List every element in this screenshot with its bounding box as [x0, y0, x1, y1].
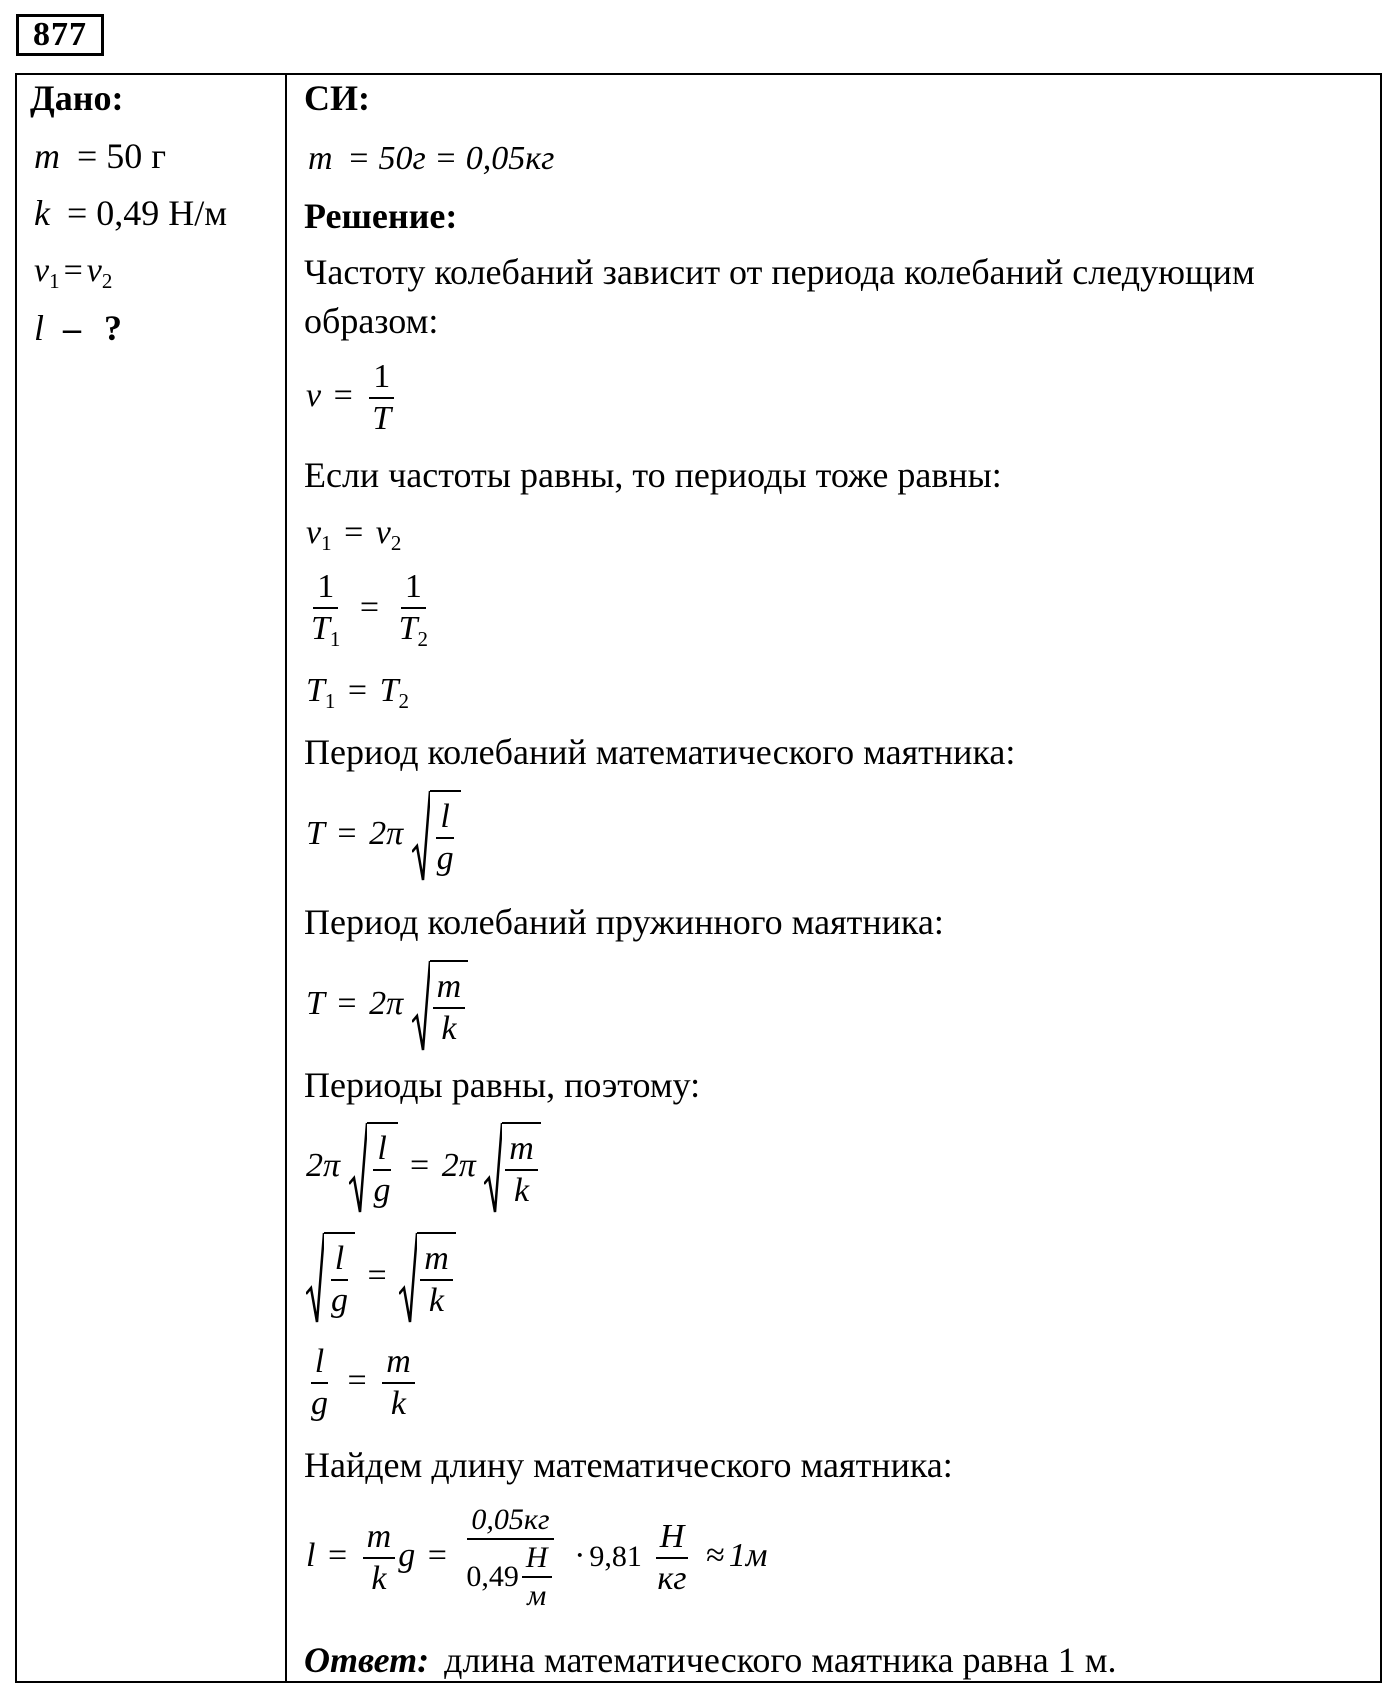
equals-sign: =: [359, 588, 380, 626]
numerator: 1: [313, 570, 338, 609]
length-symbol: l: [34, 308, 45, 348]
given-frequency-equality: [34, 252, 112, 294]
square-root: [399, 1232, 456, 1324]
subscript: 2: [390, 531, 402, 555]
fraction: [307, 1345, 332, 1421]
length-symbol: l: [306, 1536, 316, 1574]
given-mass: [34, 136, 166, 176]
numerator: Н: [656, 1520, 689, 1559]
numerator: m: [433, 970, 466, 1009]
answer-text: длина математического маятника равна 1 м.: [444, 1640, 1117, 1680]
square-root: [349, 1122, 398, 1214]
formula-equal-periods-expanded: [306, 1122, 541, 1214]
fraction: [653, 1520, 690, 1596]
dash: –: [63, 308, 82, 348]
equals-sign: =: [367, 1256, 387, 1294]
numerator: l: [331, 1242, 348, 1281]
numerator: l: [311, 1345, 328, 1384]
square-root: [484, 1122, 541, 1214]
equals-sign: =: [337, 984, 357, 1022]
conversion-text: = 50г = 0,05кг: [347, 140, 555, 177]
radical-sign-icon: [412, 960, 430, 1052]
column-divider: [285, 73, 287, 1683]
mass-symbol: m: [34, 136, 60, 176]
text-line-2: образом:: [304, 301, 439, 341]
denominator: k: [428, 1282, 445, 1319]
nu-symbol: ν: [34, 252, 50, 289]
stiffness-value: = 0,49 Н/м: [66, 193, 228, 233]
subscript: 1: [49, 269, 60, 293]
subscript: 2: [398, 689, 410, 713]
two-pi: 2π: [441, 1146, 476, 1184]
numerator: m: [363, 1520, 396, 1559]
gravity-symbol: g: [398, 1536, 416, 1574]
gravity-value: 9,81: [589, 1539, 642, 1573]
denominator: k: [371, 1560, 387, 1597]
answer-line: [304, 1640, 1117, 1680]
result-value: 1м: [728, 1536, 768, 1574]
equals-sign: =: [344, 514, 364, 551]
solution-table: [15, 73, 1382, 1683]
problem-number: 877: [16, 14, 104, 56]
two-pi: 2π: [369, 984, 404, 1022]
subscript: 1: [329, 627, 341, 651]
fraction: [307, 570, 344, 650]
question-mark: ?: [104, 308, 123, 348]
numerator: Н: [522, 1543, 552, 1578]
si-header: СИ:: [304, 78, 370, 118]
period-symbol: T: [306, 984, 325, 1022]
radical-sign-icon: [349, 1122, 367, 1214]
period-symbol: T: [379, 672, 399, 709]
square-root: [306, 1232, 355, 1324]
subscript: 2: [101, 269, 113, 293]
equals-sign: =: [427, 1536, 447, 1574]
nu-symbol: ν: [306, 376, 322, 414]
period-symbol: T: [306, 814, 325, 852]
fraction: [462, 1505, 558, 1611]
denominator: g: [331, 1282, 348, 1319]
equals-sign: =: [410, 1146, 430, 1184]
si-conversion: [308, 140, 554, 178]
period-symbol: T: [306, 672, 325, 709]
stiffness-symbol: k: [34, 193, 50, 233]
numerator: m: [382, 1345, 415, 1384]
formula-spring-pendulum: [306, 960, 468, 1052]
radical-sign-icon: [484, 1122, 502, 1214]
fraction: [368, 360, 395, 436]
denominator: g: [436, 840, 454, 877]
period-symbol: T: [311, 610, 330, 647]
denominator: k: [514, 1172, 530, 1209]
subscript: 1: [324, 689, 336, 713]
formula-frequency: [306, 360, 398, 436]
radical-sign-icon: [412, 790, 430, 882]
denominator: g: [373, 1172, 391, 1209]
approx-sign: ≈: [706, 1536, 725, 1574]
stiffness-value: 0,49: [466, 1560, 519, 1593]
mass-symbol: m: [308, 140, 333, 177]
nu-symbol: ν: [306, 514, 322, 551]
equals-sign: =: [347, 1361, 367, 1399]
radical-sign-icon: [306, 1232, 324, 1324]
formula-periods-equal: [306, 672, 409, 714]
numerator: 1: [401, 570, 426, 609]
equals-sign: =: [337, 814, 357, 852]
given-stiffness: [34, 193, 227, 233]
solution-header: Решение:: [304, 196, 458, 236]
text-line-1: Частоту колебаний зависит от периода колебаний следующим: [304, 252, 1255, 292]
answer-label: Ответ:: [304, 1640, 430, 1680]
given-header: Дано:: [30, 78, 124, 118]
text-line-3: Если частоты равны, то периоды тоже равны:: [304, 455, 1002, 495]
text-line-5: Период колебаний пружинного маятника:: [304, 902, 944, 942]
denominator: м: [527, 1579, 547, 1612]
mass-value: = 50 г: [77, 136, 167, 176]
text-line-4: Период колебаний математического маятника:: [304, 732, 1016, 772]
formula-nu-equal: [306, 514, 401, 556]
nu-symbol: ν: [86, 252, 102, 289]
fraction: [522, 1543, 552, 1611]
denominator: k: [441, 1010, 457, 1047]
fraction: [395, 570, 432, 650]
formula-reciprocal-periods: [304, 570, 435, 650]
equals-sign: =: [63, 252, 83, 289]
denominator: T: [372, 400, 392, 437]
numerator: l: [436, 800, 453, 839]
square-root: [412, 790, 461, 882]
numerator: m: [420, 1242, 453, 1281]
numerator: 1: [369, 360, 394, 399]
numerator: m: [505, 1132, 538, 1171]
formula-ratio-equal: [304, 1345, 418, 1421]
nu-symbol: ν: [375, 514, 391, 551]
equals-sign: =: [347, 672, 368, 709]
fraction: [382, 1345, 415, 1421]
square-root: [412, 960, 469, 1052]
formula-length-result: [306, 1505, 767, 1611]
formula-roots-equal: [306, 1232, 456, 1324]
two-pi: 2π: [306, 1146, 341, 1184]
denominator: k: [390, 1385, 407, 1422]
equals-sign: =: [327, 1536, 348, 1574]
formula-math-pendulum: [306, 790, 461, 882]
text-line-6: Периоды равны, поэтому:: [304, 1065, 701, 1105]
denominator: кг: [657, 1560, 687, 1597]
subscript: 1: [321, 531, 332, 555]
multiply-dot: ·: [574, 1536, 586, 1574]
equals-sign: =: [333, 376, 353, 414]
period-symbol: T: [398, 610, 418, 647]
numerator: l: [373, 1132, 390, 1171]
denominator: g: [311, 1385, 328, 1422]
fraction: [363, 1520, 396, 1596]
numerator: 0,05кг: [467, 1505, 553, 1540]
given-unknown: [34, 308, 122, 348]
text-line-7: Найдем длину математического маятника:: [304, 1445, 953, 1485]
subscript: 2: [417, 627, 429, 651]
two-pi: 2π: [369, 814, 404, 852]
radical-sign-icon: [399, 1232, 417, 1324]
